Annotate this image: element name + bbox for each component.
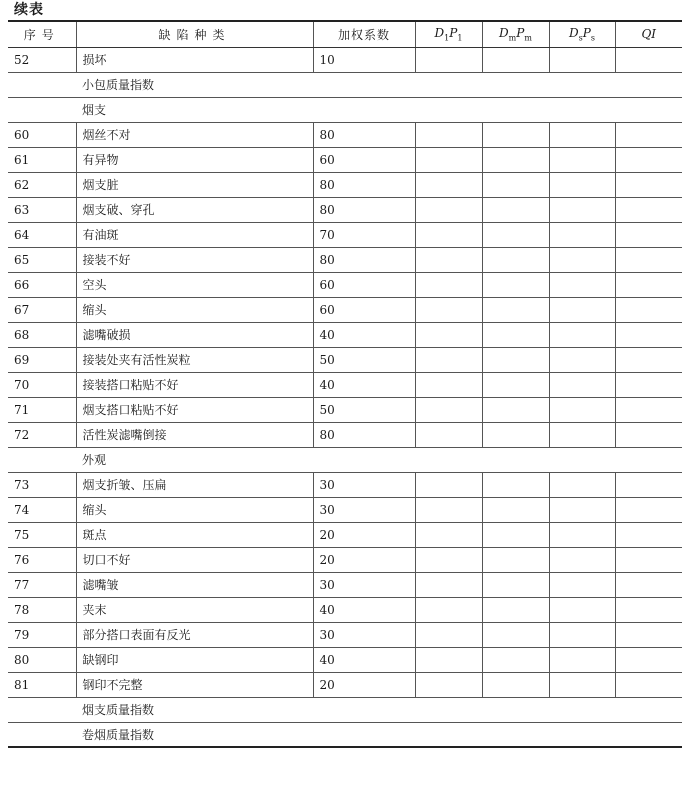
row-weight: 60	[313, 297, 415, 322]
row-qi-cell	[615, 422, 682, 447]
row-defect-name: 有油斑	[76, 222, 313, 247]
row-qi-cell	[615, 147, 682, 172]
row-defect-name: 接装搭口粘贴不好	[76, 372, 313, 397]
row-dsps-cell	[549, 522, 615, 547]
row-defect-name: 夹末	[76, 597, 313, 622]
row-weight: 20	[313, 672, 415, 697]
row-dsps-cell	[549, 47, 615, 72]
table-row	[8, 547, 682, 572]
table-caption: 续表	[14, 2, 44, 18]
row-dmpm-cell	[482, 647, 549, 672]
row-dsps-cell	[549, 247, 615, 272]
section-label: 烟支质量指数	[76, 697, 682, 722]
row-d1p1-cell	[415, 547, 482, 572]
row-qi-cell	[615, 372, 682, 397]
row-weight: 50	[313, 347, 415, 372]
section-spacer	[8, 72, 76, 97]
table-row	[8, 622, 682, 647]
table-row	[8, 197, 682, 222]
row-qi-cell	[615, 497, 682, 522]
row-dsps-cell	[549, 672, 615, 697]
section-label: 外观	[76, 447, 682, 472]
row-dmpm-cell	[482, 247, 549, 272]
row-defect-name: 烟支折皱、压扁	[76, 472, 313, 497]
row-dmpm-cell	[482, 47, 549, 72]
row-dmpm-cell	[482, 397, 549, 422]
defect-weight-table	[8, 20, 682, 748]
row-dsps-cell	[549, 372, 615, 397]
row-d1p1-cell	[415, 372, 482, 397]
row-dmpm-cell	[482, 622, 549, 647]
row-d1p1-cell	[415, 647, 482, 672]
table-row	[8, 47, 682, 72]
row-d1p1-cell	[415, 572, 482, 597]
table-row	[8, 497, 682, 522]
row-weight: 50	[313, 397, 415, 422]
row-number: 66	[8, 272, 76, 297]
section-spacer	[8, 722, 76, 747]
row-dsps-cell	[549, 272, 615, 297]
row-dmpm-cell	[482, 597, 549, 622]
header-qi: QI	[615, 21, 682, 47]
table-row	[8, 147, 682, 172]
row-weight: 80	[313, 172, 415, 197]
row-number: 80	[8, 647, 76, 672]
header-no: 序号	[8, 21, 76, 47]
row-dsps-cell	[549, 497, 615, 522]
row-d1p1-cell	[415, 622, 482, 647]
row-qi-cell	[615, 647, 682, 672]
row-weight: 80	[313, 197, 415, 222]
row-defect-name: 钢印不完整	[76, 672, 313, 697]
table-row	[8, 247, 682, 272]
row-defect-name: 滤嘴皱	[76, 572, 313, 597]
row-dsps-cell	[549, 422, 615, 447]
row-number: 70	[8, 372, 76, 397]
section-label: 烟支	[76, 97, 682, 122]
table-row	[8, 372, 682, 397]
row-dmpm-cell	[482, 272, 549, 297]
row-qi-cell	[615, 272, 682, 297]
table-row	[8, 272, 682, 297]
row-number: 75	[8, 522, 76, 547]
row-d1p1-cell	[415, 172, 482, 197]
row-dmpm-cell	[482, 372, 549, 397]
row-dsps-cell	[549, 122, 615, 147]
table-row	[8, 472, 682, 497]
table-row	[8, 122, 682, 147]
row-defect-name: 烟支脏	[76, 172, 313, 197]
row-number: 74	[8, 497, 76, 522]
row-qi-cell	[615, 322, 682, 347]
row-d1p1-cell	[415, 422, 482, 447]
row-number: 67	[8, 297, 76, 322]
row-dmpm-cell	[482, 172, 549, 197]
row-weight: 40	[313, 322, 415, 347]
row-dsps-cell	[549, 347, 615, 372]
row-dmpm-cell	[482, 547, 549, 572]
row-weight: 30	[313, 622, 415, 647]
row-number: 63	[8, 197, 76, 222]
row-qi-cell	[615, 247, 682, 272]
row-d1p1-cell	[415, 522, 482, 547]
row-weight: 30	[313, 572, 415, 597]
table-row	[8, 672, 682, 697]
row-weight: 30	[313, 472, 415, 497]
row-number: 52	[8, 47, 76, 72]
row-d1p1-cell	[415, 597, 482, 622]
table-row	[8, 322, 682, 347]
table-row	[8, 572, 682, 597]
row-dsps-cell	[549, 297, 615, 322]
row-dsps-cell	[549, 172, 615, 197]
section-row	[8, 447, 682, 472]
row-defect-name: 缩头	[76, 297, 313, 322]
row-qi-cell	[615, 522, 682, 547]
section-row	[8, 72, 682, 97]
row-dmpm-cell	[482, 197, 549, 222]
row-d1p1-cell	[415, 347, 482, 372]
table-row	[8, 297, 682, 322]
row-dsps-cell	[549, 572, 615, 597]
row-defect-name: 活性炭滤嘴倒接	[76, 422, 313, 447]
row-dmpm-cell	[482, 572, 549, 597]
row-weight: 30	[313, 497, 415, 522]
row-dmpm-cell	[482, 497, 549, 522]
row-d1p1-cell	[415, 272, 482, 297]
row-defect-name: 烟支破、穿孔	[76, 197, 313, 222]
row-qi-cell	[615, 472, 682, 497]
row-dmpm-cell	[482, 472, 549, 497]
row-dmpm-cell	[482, 147, 549, 172]
row-d1p1-cell	[415, 497, 482, 522]
row-defect-name: 接装不好	[76, 247, 313, 272]
section-row	[8, 722, 682, 747]
row-d1p1-cell	[415, 397, 482, 422]
section-label: 卷烟质量指数	[76, 722, 682, 747]
row-qi-cell	[615, 622, 682, 647]
row-dmpm-cell	[482, 222, 549, 247]
row-dmpm-cell	[482, 322, 549, 347]
row-weight: 40	[313, 597, 415, 622]
row-dsps-cell	[549, 597, 615, 622]
table-row	[8, 172, 682, 197]
section-spacer	[8, 447, 76, 472]
row-dsps-cell	[549, 397, 615, 422]
row-number: 62	[8, 172, 76, 197]
row-d1p1-cell	[415, 247, 482, 272]
row-number: 81	[8, 672, 76, 697]
row-dsps-cell	[549, 472, 615, 497]
row-d1p1-cell	[415, 197, 482, 222]
table-row	[8, 597, 682, 622]
table-row	[8, 397, 682, 422]
row-number: 76	[8, 547, 76, 572]
row-d1p1-cell	[415, 297, 482, 322]
table-row	[8, 422, 682, 447]
table-row	[8, 222, 682, 247]
row-d1p1-cell	[415, 472, 482, 497]
row-qi-cell	[615, 47, 682, 72]
row-weight: 20	[313, 522, 415, 547]
row-qi-cell	[615, 197, 682, 222]
table-header-row	[8, 21, 682, 47]
row-d1p1-cell	[415, 222, 482, 247]
row-defect-name: 切口不好	[76, 547, 313, 572]
row-dmpm-cell	[482, 122, 549, 147]
row-number: 71	[8, 397, 76, 422]
header-dmpm: $D_mP_m$	[482, 21, 549, 47]
row-dmpm-cell	[482, 297, 549, 322]
row-dsps-cell	[549, 147, 615, 172]
row-defect-name: 缩头	[76, 497, 313, 522]
table-body	[8, 47, 682, 747]
row-number: 77	[8, 572, 76, 597]
row-number: 68	[8, 322, 76, 347]
row-weight: 80	[313, 422, 415, 447]
row-dsps-cell	[549, 322, 615, 347]
row-number: 61	[8, 147, 76, 172]
row-number: 78	[8, 597, 76, 622]
row-weight: 80	[313, 122, 415, 147]
row-defect-name: 滤嘴破损	[76, 322, 313, 347]
row-number: 73	[8, 472, 76, 497]
row-defect-name: 斑点	[76, 522, 313, 547]
row-weight: 60	[313, 272, 415, 297]
section-spacer	[8, 697, 76, 722]
row-weight: 40	[313, 647, 415, 672]
row-number: 69	[8, 347, 76, 372]
row-qi-cell	[615, 397, 682, 422]
row-dmpm-cell	[482, 672, 549, 697]
row-number: 60	[8, 122, 76, 147]
row-dsps-cell	[549, 647, 615, 672]
row-dmpm-cell	[482, 347, 549, 372]
row-number: 64	[8, 222, 76, 247]
row-qi-cell	[615, 597, 682, 622]
row-weight: 10	[313, 47, 415, 72]
row-dsps-cell	[549, 222, 615, 247]
row-qi-cell	[615, 297, 682, 322]
row-defect-name: 损坏	[76, 47, 313, 72]
row-qi-cell	[615, 222, 682, 247]
row-dmpm-cell	[482, 522, 549, 547]
row-defect-name: 有异物	[76, 147, 313, 172]
row-defect-name: 烟丝不对	[76, 122, 313, 147]
header-d1p1: $D_1P_1$	[415, 21, 482, 47]
row-d1p1-cell	[415, 672, 482, 697]
section-row	[8, 97, 682, 122]
section-row	[8, 697, 682, 722]
section-label: 小包质量指数	[76, 72, 682, 97]
row-qi-cell	[615, 547, 682, 572]
row-number: 65	[8, 247, 76, 272]
row-defect-name: 烟支搭口粘贴不好	[76, 397, 313, 422]
table-row	[8, 647, 682, 672]
row-qi-cell	[615, 672, 682, 697]
row-weight: 40	[313, 372, 415, 397]
row-d1p1-cell	[415, 122, 482, 147]
row-weight: 60	[313, 147, 415, 172]
header-defect-type: 缺陷种类	[76, 21, 313, 47]
table-row	[8, 347, 682, 372]
row-number: 79	[8, 622, 76, 647]
row-weight: 70	[313, 222, 415, 247]
row-qi-cell	[615, 172, 682, 197]
row-qi-cell	[615, 347, 682, 372]
row-defect-name: 部分搭口表面有反光	[76, 622, 313, 647]
row-defect-name: 接装处夹有活性炭粒	[76, 347, 313, 372]
row-number: 72	[8, 422, 76, 447]
row-weight: 20	[313, 547, 415, 572]
row-dsps-cell	[549, 622, 615, 647]
row-weight: 80	[313, 247, 415, 272]
row-d1p1-cell	[415, 322, 482, 347]
header-weight: 加权系数	[313, 21, 415, 47]
row-defect-name: 空头	[76, 272, 313, 297]
row-d1p1-cell	[415, 47, 482, 72]
header-dsps: $D_sP_s$	[549, 21, 615, 47]
table-row	[8, 522, 682, 547]
row-qi-cell	[615, 122, 682, 147]
row-defect-name: 缺钢印	[76, 647, 313, 672]
row-dsps-cell	[549, 197, 615, 222]
row-dsps-cell	[549, 547, 615, 572]
row-d1p1-cell	[415, 147, 482, 172]
row-qi-cell	[615, 572, 682, 597]
section-spacer	[8, 97, 76, 122]
row-dmpm-cell	[482, 422, 549, 447]
